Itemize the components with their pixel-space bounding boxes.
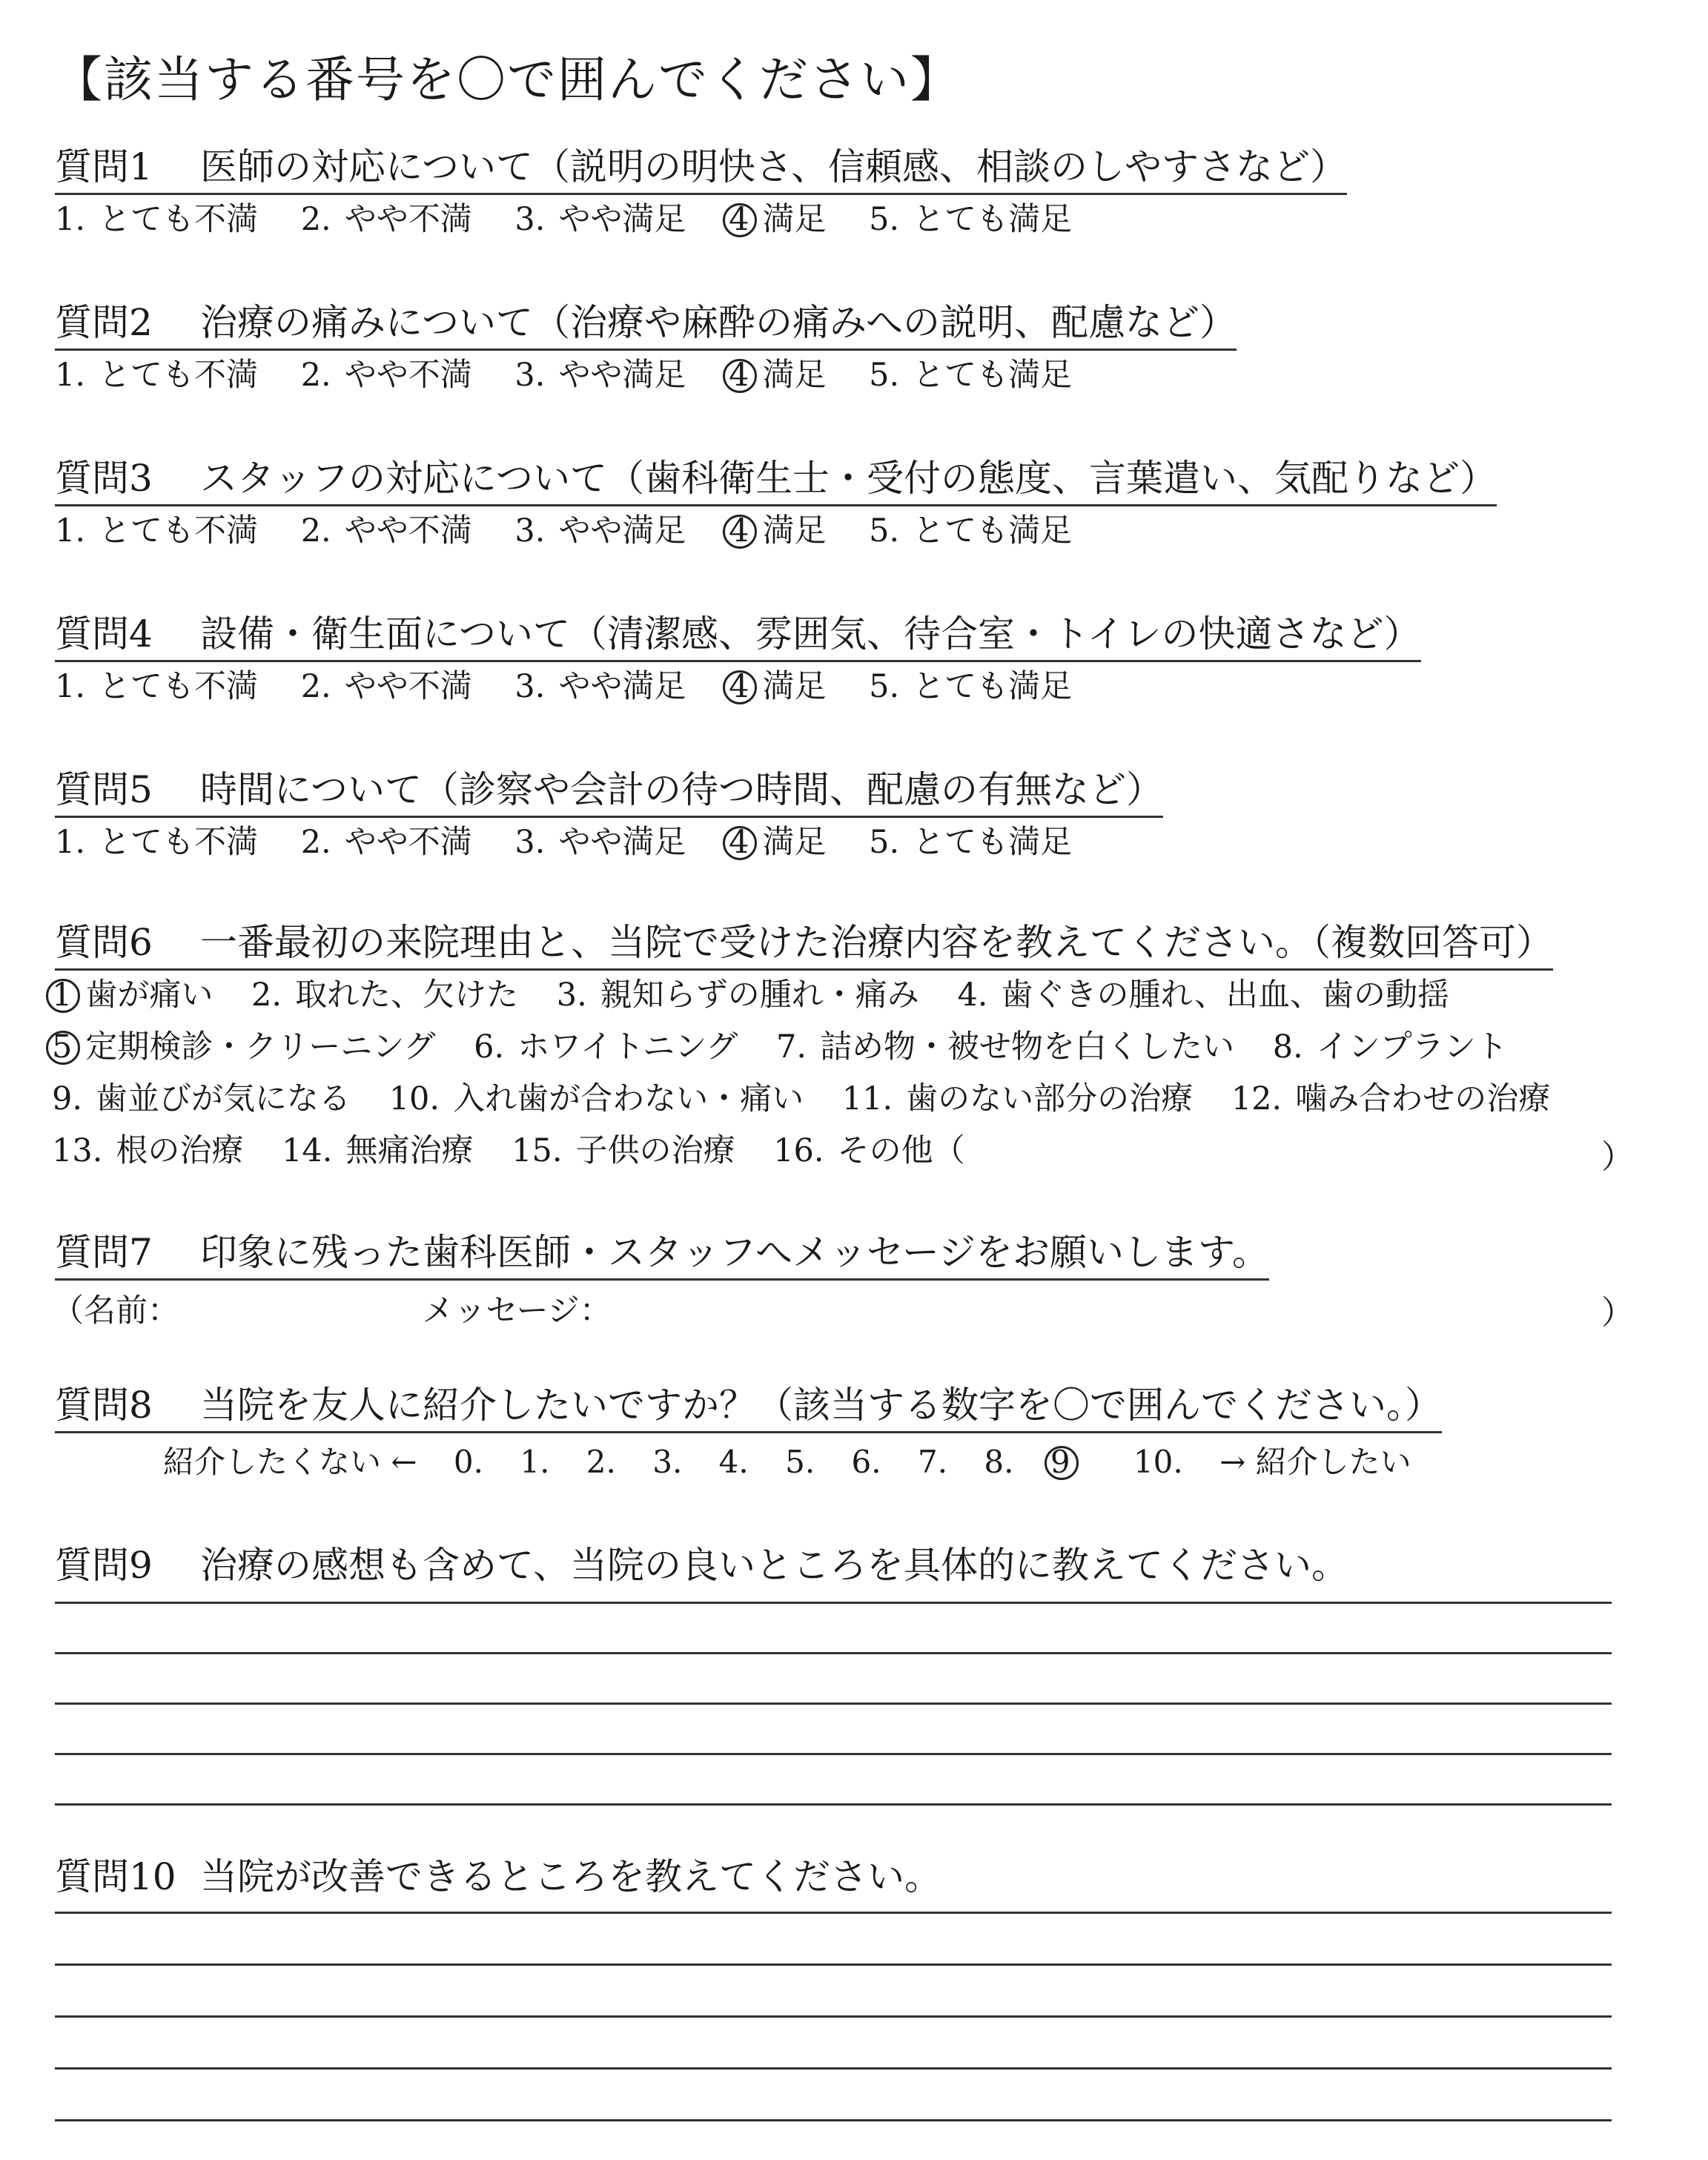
q7-name-label: （名前： <box>52 1292 179 1330</box>
question-5-number: 質問5 <box>55 768 153 811</box>
q6-option-6[interactable]: 6. ホワイトニング <box>474 1028 738 1066</box>
question-6-row-3 <box>52 1078 1578 1120</box>
q8-scale-6[interactable]: 6. <box>851 1444 881 1480</box>
q8-recommend-scale <box>163 1441 1438 1483</box>
question-3-number: 質問3 <box>55 457 153 500</box>
question-8-text: 当院を友人に紹介したいですか？（該当する数字を〇で囲んでください。） <box>200 1384 1442 1427</box>
q5-option-4-selected[interactable]: 4 満足 <box>729 822 826 863</box>
q2-option-2[interactable]: 2. やや不満 <box>300 357 472 394</box>
question-9-heading <box>55 1541 1348 1591</box>
q5-option-1[interactable]: 1. とても不満 <box>55 824 259 861</box>
q6-option-2[interactable]: 2. 取れた、欠けた <box>251 977 519 1014</box>
q9-answer-line[interactable] <box>55 1702 1612 1705</box>
question-1-number: 質問1 <box>55 145 153 188</box>
q1-option-2[interactable]: 2. やや不満 <box>300 201 472 238</box>
q10-answer-line[interactable] <box>55 2067 1612 2070</box>
q1-option-3[interactable]: 3. やや満足 <box>514 201 686 238</box>
q8-scale-8[interactable]: 8. <box>984 1444 1014 1480</box>
q4-option-3[interactable]: 3. やや満足 <box>514 668 686 705</box>
question-10-number: 質問10 <box>55 1855 176 1898</box>
q6-option-7[interactable]: 7. 詰め物・被せ物を白くしたい <box>776 1028 1235 1066</box>
q8-scale-9-selected[interactable]: 9 <box>1050 1441 1097 1483</box>
q8-scale-1[interactable]: 1. <box>520 1444 550 1480</box>
q9-answer-line[interactable] <box>55 1652 1612 1654</box>
question-7-text: 印象に残った歯科医師・スタッフへメッセージをお願いします。 <box>200 1231 1269 1274</box>
q4-option-1[interactable]: 1. とても不満 <box>55 668 259 705</box>
q10-answer-line[interactable] <box>55 1912 1612 1914</box>
q6-option-8[interactable]: 8. インプラント <box>1272 1028 1508 1066</box>
q6-option-9[interactable]: 9. 歯並びが気になる <box>52 1080 351 1117</box>
question-10-heading <box>55 1852 941 1903</box>
q8-right-label: → 紹介したい <box>1219 1444 1411 1480</box>
question-7-heading <box>55 1228 1269 1281</box>
q5-option-3[interactable]: 3. やや満足 <box>514 824 686 861</box>
q5-option-5[interactable]: 5. とても満足 <box>869 824 1073 861</box>
q3-option-2[interactable]: 2. やや不満 <box>300 512 472 549</box>
question-5-text: 時間について（診察や会計の待つ時間、配慮の有無など） <box>200 768 1163 811</box>
q1-option-5[interactable]: 5. とても満足 <box>869 201 1073 238</box>
q10-answer-line[interactable] <box>55 2015 1612 2018</box>
question-1-text: 医師の対応について（説明の明快さ、信頼感、相談のしやすさなど） <box>200 145 1347 188</box>
q6-option-5-selected[interactable]: 5 定期検診・クリーニング <box>52 1026 436 1068</box>
question-5-options <box>55 822 1105 863</box>
question-6-row-4 <box>52 1130 993 1172</box>
q6-option-4[interactable]: 4. 歯ぐきの腫れ、出血、歯の動揺 <box>957 977 1450 1014</box>
question-1-options <box>55 199 1105 240</box>
q9-answer-line[interactable] <box>55 1803 1612 1806</box>
q7-message-label: メッセージ： <box>422 1292 612 1330</box>
q3-option-3[interactable]: 3. やや満足 <box>514 512 686 549</box>
q4-option-4-selected[interactable]: 4 満足 <box>729 666 826 707</box>
q2-option-5[interactable]: 5. とても満足 <box>869 357 1073 394</box>
question-6-row-2 <box>52 1026 1536 1068</box>
q4-option-5[interactable]: 5. とても満足 <box>869 668 1073 705</box>
question-6-number: 質問6 <box>55 921 153 964</box>
page-title: 【該当する番号を〇で囲んでください】 <box>53 51 961 108</box>
q6-option-14[interactable]: 14. 無痛治療 <box>282 1132 474 1169</box>
q3-option-4-selected[interactable]: 4 満足 <box>729 510 826 552</box>
q8-scale-4[interactable]: 4. <box>718 1444 749 1480</box>
q9-answer-line[interactable] <box>55 1602 1612 1604</box>
q6-option-3[interactable]: 3. 親知らずの腫れ・痛み <box>556 977 919 1014</box>
q6-option-15[interactable]: 15. 子供の治療 <box>512 1132 735 1169</box>
question-4-text: 設備・衛生面について（清潔感、雰囲気、待合室・トイレの快適さなど） <box>200 612 1421 655</box>
q10-answer-line[interactable] <box>55 1964 1612 1966</box>
question-2-text: 治療の痛みについて（治療や麻酔の痛みへの説明、配慮など） <box>200 301 1237 344</box>
question-2-heading <box>55 298 1237 351</box>
question-8-heading <box>55 1381 1442 1433</box>
question-9-text: 治療の感想も含めて、当院の良いところを具体的に教えてください。 <box>200 1544 1348 1587</box>
q8-left-label: 紹介したくない ← <box>163 1444 417 1480</box>
q6-option-12[interactable]: 12. 噛み合わせの治療 <box>1231 1080 1551 1117</box>
question-4-options <box>55 666 1105 707</box>
q4-option-2[interactable]: 2. やや不満 <box>300 668 472 705</box>
q6-other-paren-close: ） <box>1601 1138 1634 1176</box>
q9-answer-line[interactable] <box>55 1753 1612 1755</box>
q8-scale-5[interactable]: 5. <box>785 1444 815 1480</box>
question-3-options <box>55 510 1105 552</box>
question-2-number: 質問2 <box>55 301 153 344</box>
question-10-text: 当院が改善できるところを教えてください。 <box>200 1855 941 1898</box>
question-3-heading <box>55 454 1497 506</box>
question-6-text: 一番最初の来院理由と、当院で受けた治療内容を教えてください。（複数回答可） <box>200 921 1553 964</box>
q8-scale-7[interactable]: 7. <box>917 1444 948 1480</box>
q6-option-16-other[interactable]: 16. その他（ <box>773 1132 965 1169</box>
q8-scale-10[interactable]: 10. <box>1133 1444 1183 1480</box>
q3-option-1[interactable]: 1. とても不満 <box>55 512 259 549</box>
q3-option-5[interactable]: 5. とても満足 <box>869 512 1073 549</box>
q7-message-line <box>52 1286 612 1331</box>
question-5-heading <box>55 765 1163 818</box>
q6-option-11[interactable]: 11. 歯のない部分の治療 <box>841 1080 1194 1117</box>
q1-option-1[interactable]: 1. とても不満 <box>55 201 259 238</box>
q8-scale-2[interactable]: 2. <box>586 1444 616 1480</box>
q6-option-13[interactable]: 13. 根の治療 <box>52 1132 244 1169</box>
question-6-row-1 <box>52 974 1477 1016</box>
q6-option-1-selected[interactable]: 1 歯が痛い <box>52 974 213 1016</box>
q1-option-4-selected[interactable]: 4 満足 <box>729 199 826 240</box>
q2-option-4-selected[interactable]: 4 満足 <box>729 354 826 396</box>
question-1-heading <box>55 142 1347 195</box>
question-7-number: 質問7 <box>55 1231 153 1274</box>
q2-option-3[interactable]: 3. やや満足 <box>514 357 686 394</box>
question-6-heading <box>55 918 1553 971</box>
question-4-number: 質問4 <box>55 612 153 655</box>
q7-paren-close: ） <box>1601 1294 1634 1332</box>
q2-option-1[interactable]: 1. とても不満 <box>55 357 259 394</box>
q8-scale-3[interactable]: 3. <box>652 1444 683 1480</box>
question-4-heading <box>55 610 1421 662</box>
question-9-number: 質問9 <box>55 1544 153 1587</box>
question-2-options <box>55 354 1105 396</box>
question-3-text: スタッフの対応について（歯科衛生士・受付の態度、言葉遣い、気配りなど） <box>200 457 1497 500</box>
q5-option-2[interactable]: 2. やや不満 <box>300 824 472 861</box>
q6-option-10[interactable]: 10. 入れ歯が合わない・痛い <box>388 1080 804 1117</box>
q10-answer-line[interactable] <box>55 2119 1612 2121</box>
question-8-number: 質問8 <box>55 1384 153 1427</box>
q8-scale-0[interactable]: 0. <box>453 1444 483 1480</box>
